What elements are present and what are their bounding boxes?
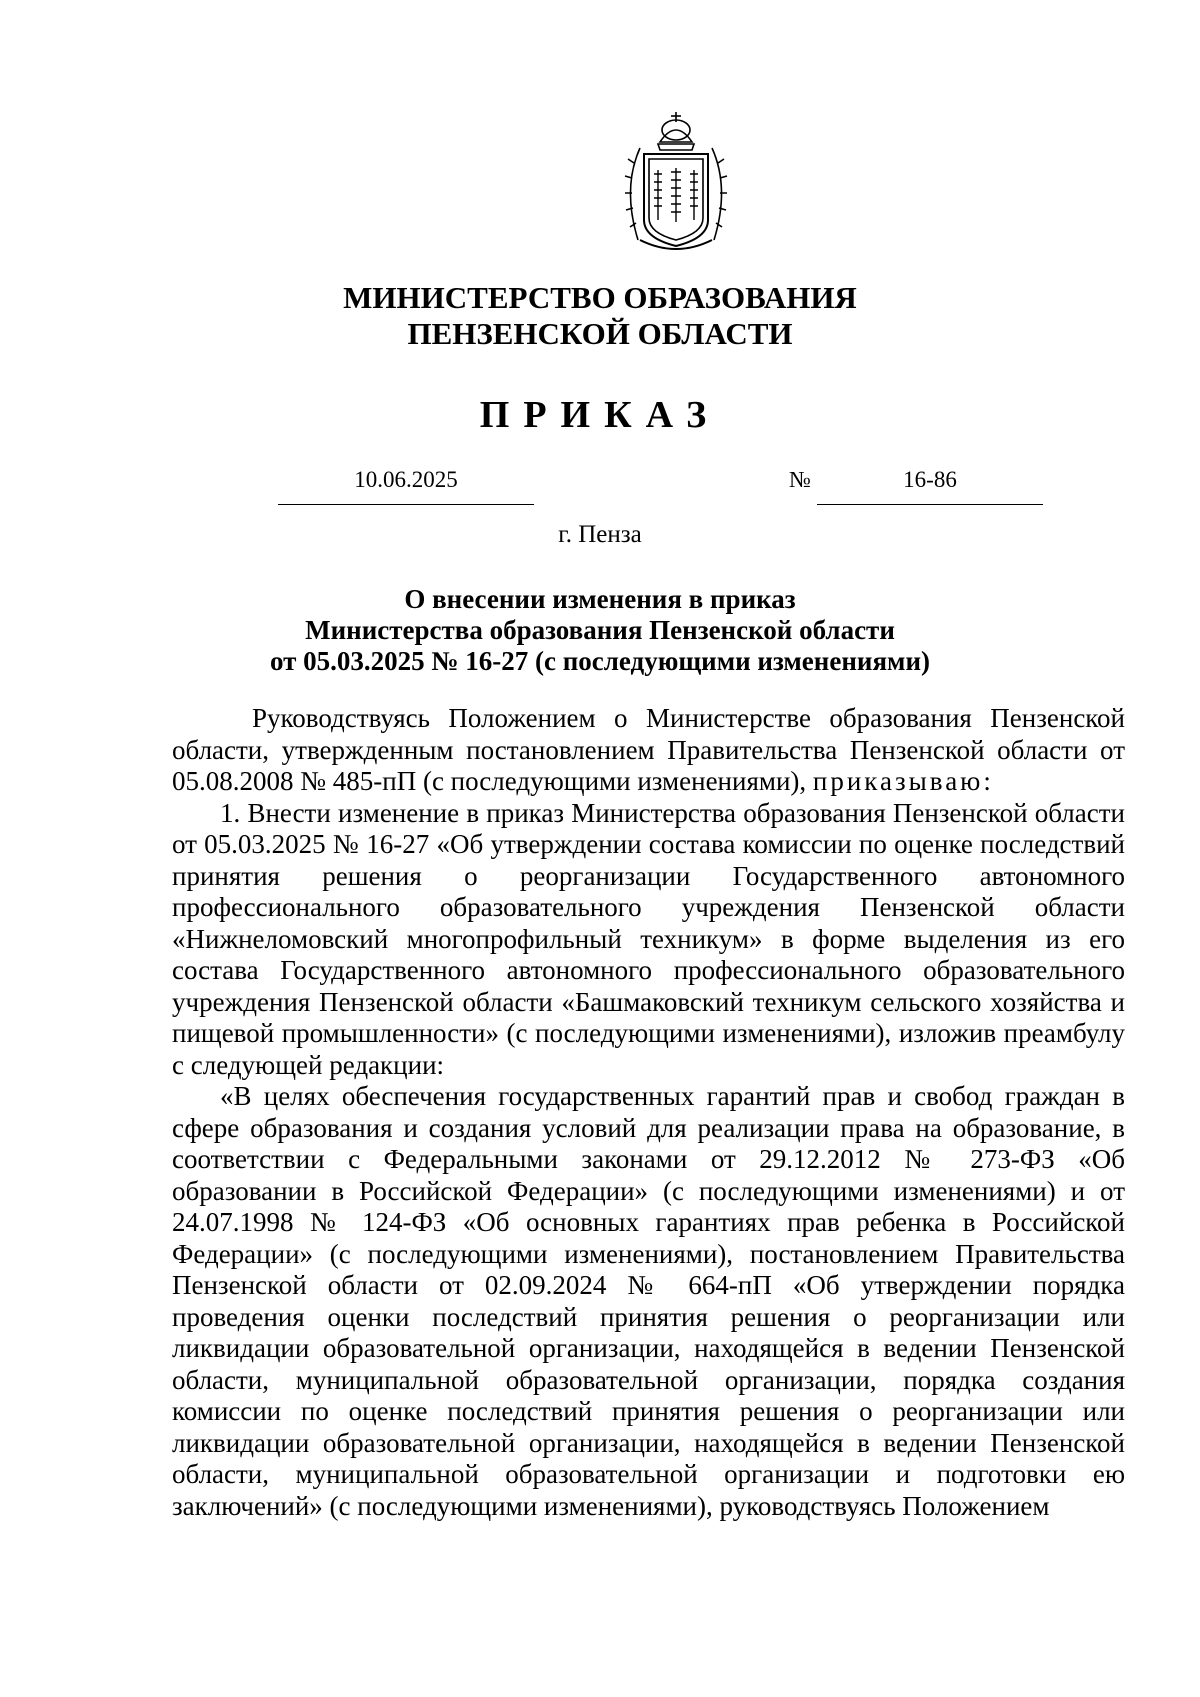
preamble-text: Руководствуясь Положением о Министерстве образования Пензенской области, утвержденным постановлением Правительства Пензенской области от 05.08.2008 № 485-пП (с последующими изменениями), [172,703,1125,796]
document-city: г. Пенза [558,521,642,548]
date-underline [278,504,534,505]
preamble-paragraph [172,703,1125,798]
ministry-title [0,280,1200,352]
number-underline [817,504,1043,505]
subject-line-3: от 05.03.2025 № 16-27 (с последующими изменениями) [269,646,930,676]
order-word: приказываю: [812,766,994,796]
document-type-title: ПРИКАЗ [479,394,721,436]
document-subject [0,584,1200,677]
item-1-paragraph: 1. Внести изменение в приказ Министерства образования Пензенской области от 05.03.2025 № 16-27 «Об утверждении состава комиссии по оценке последствий принятия решения о реорганизации Государственного автономного профессионального образовательного учреждения Пензенской области «Нижнеломовский многопрофильный техникум» в форме выделения из его состава Государственного автономного профессионального образовательного учреждения Пензенской области «Башмаковский техникум сельского хозяйства и пищевой промышленности» (с последующими изменениями), изложив преамбулу с следующей редакции: [172,797,1125,1080]
subject-line-2: Министерства образования Пензенской области [305,615,895,645]
document-number: 16-86 [903,467,957,492]
new-preamble-paragraph: «В целях обеспечения государственных гарантий прав и свобод граждан в сфере образования и создания условий для реализации права на образование, в соответствии с Федеральными законами от 29.12.2012 № 273-ФЗ «Об образовании в Российской Федерации» (с последующими изменениями) и от 24.07.1998 № 124-ФЗ «Об основных гарантиях прав ребенка в Российской Федерации» (с последующими изменениями), постановлением Правительства Пензенской области от 02.09.2024 № 664-пП «Об утверждении порядка проведения оценки последствий принятия решения о реорганизации или ликвидации образовательной организации, находящейся в ведении Пензенской области, муниципальной образовательной организации, порядка создания комиссии по оценке последствий принятия решения о реорганизации или ликвидации образовательной организации, находящейся в ведении Пензенской области, муниципальной образовательной организации и подготовки ею заключений» (с последующими изменениями), руководствуясь Положением [172,1081,1125,1521]
coat-of-arms-emblem [620,108,732,256]
subject-line-1: О внесении изменения в приказ [404,584,796,614]
ministry-line-2: ПЕНЗЕНСКОЙ ОБЛАСТИ [407,316,793,351]
document-body [172,703,1125,1522]
number-sign: № [789,467,811,492]
ministry-line-1: МИНИСТЕРСТВО ОБРАЗОВАНИЯ [343,280,857,315]
document-date: 10.06.2025 [354,467,458,492]
